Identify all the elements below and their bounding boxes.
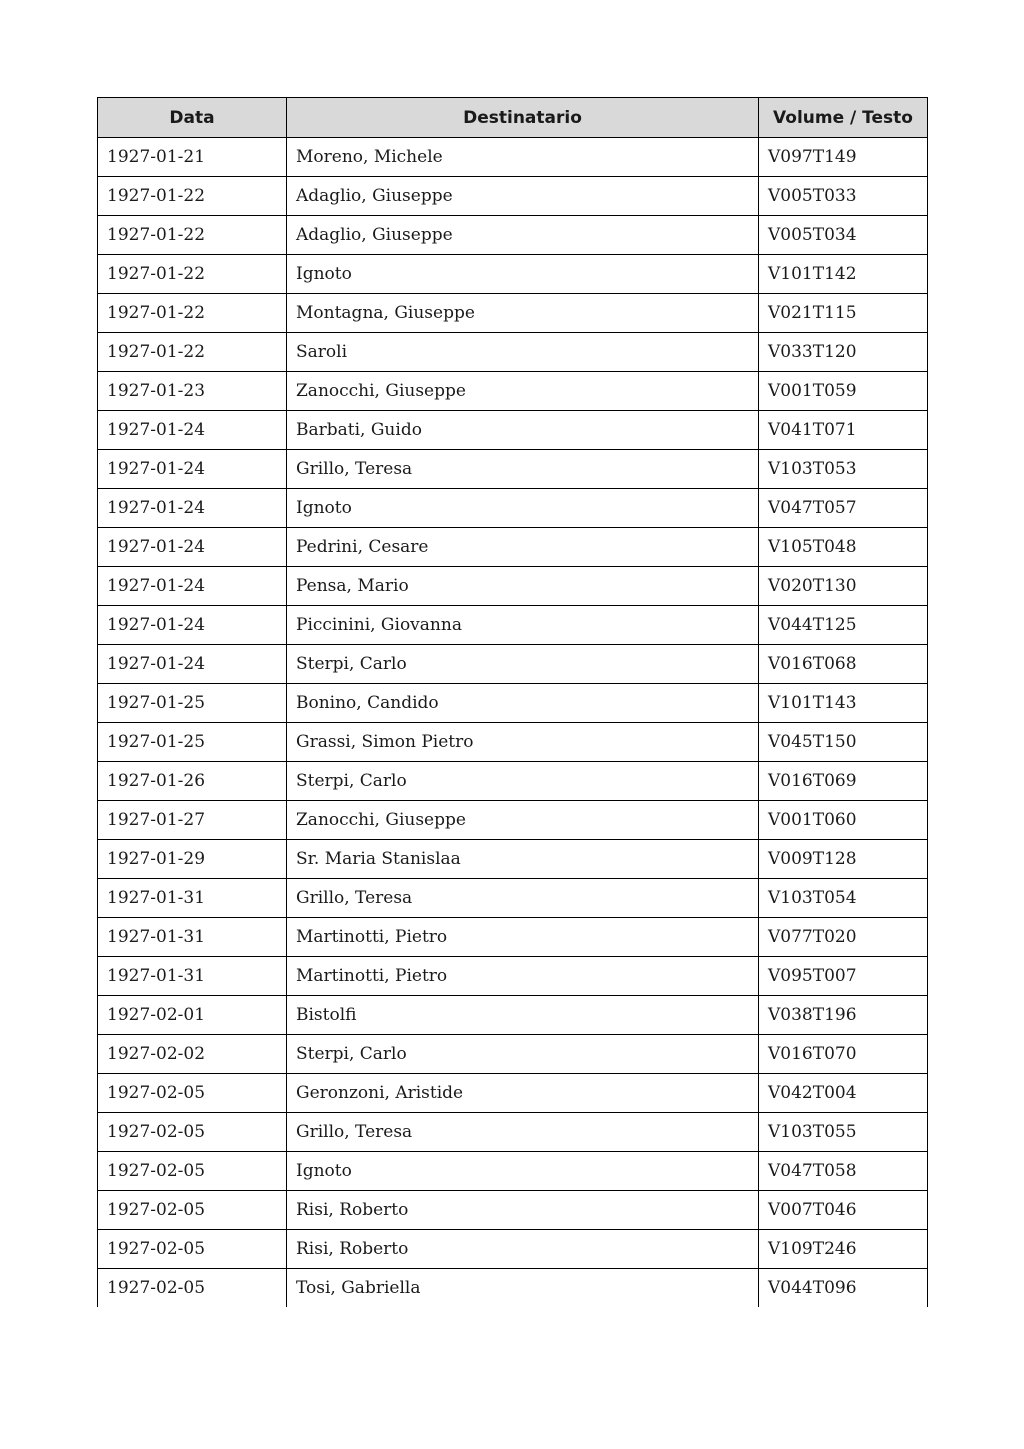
cell-date: 1927-02-01 [98, 996, 287, 1035]
cell-volume: V044T125 [759, 606, 928, 645]
cell-recipient: Ignoto [287, 489, 759, 528]
cell-date: 1927-02-05 [98, 1113, 287, 1152]
cell-date: 1927-01-31 [98, 879, 287, 918]
table-row [98, 177, 928, 216]
table-row [98, 801, 928, 840]
header-volume: Volume / Testo [759, 98, 928, 138]
table-row [98, 1230, 928, 1269]
cell-date: 1927-01-24 [98, 645, 287, 684]
cell-recipient: Tosi, Gabriella [287, 1269, 759, 1308]
table-row [98, 333, 928, 372]
cell-date: 1927-01-31 [98, 918, 287, 957]
cell-date: 1927-01-24 [98, 489, 287, 528]
table-row [98, 1113, 928, 1152]
cell-date: 1927-01-29 [98, 840, 287, 879]
cell-volume: V033T120 [759, 333, 928, 372]
cell-recipient: Ignoto [287, 255, 759, 294]
cell-volume: V103T053 [759, 450, 928, 489]
table-row [98, 1035, 928, 1074]
table-body [98, 138, 928, 1308]
cell-recipient: Ignoto [287, 1152, 759, 1191]
cell-date: 1927-01-31 [98, 957, 287, 996]
cell-date: 1927-02-05 [98, 1230, 287, 1269]
cell-date: 1927-02-05 [98, 1152, 287, 1191]
cell-recipient: Grassi, Simon Pietro [287, 723, 759, 762]
cell-recipient: Barbati, Guido [287, 411, 759, 450]
table-row [98, 645, 928, 684]
table-row [98, 450, 928, 489]
cell-date: 1927-01-21 [98, 138, 287, 177]
cell-date: 1927-01-26 [98, 762, 287, 801]
cell-volume: V101T142 [759, 255, 928, 294]
table-row [98, 918, 928, 957]
cell-volume: V103T054 [759, 879, 928, 918]
table-row [98, 606, 928, 645]
header-recipient: Destinatario [287, 98, 759, 138]
cell-volume: V016T070 [759, 1035, 928, 1074]
table-row [98, 996, 928, 1035]
cell-recipient: Pedrini, Cesare [287, 528, 759, 567]
cell-date: 1927-02-05 [98, 1269, 287, 1308]
cell-volume: V097T149 [759, 138, 928, 177]
table-row [98, 1074, 928, 1113]
cell-recipient: Moreno, Michele [287, 138, 759, 177]
cell-recipient: Risi, Roberto [287, 1191, 759, 1230]
header-row [98, 98, 928, 138]
cell-recipient: Pensa, Mario [287, 567, 759, 606]
cell-recipient: Saroli [287, 333, 759, 372]
cell-volume: V105T048 [759, 528, 928, 567]
cell-recipient: Grillo, Teresa [287, 879, 759, 918]
table-row [98, 762, 928, 801]
cell-volume: V109T246 [759, 1230, 928, 1269]
table-row [98, 411, 928, 450]
cell-volume: V047T058 [759, 1152, 928, 1191]
cell-date: 1927-01-22 [98, 216, 287, 255]
cell-date: 1927-01-22 [98, 294, 287, 333]
cell-recipient: Martinotti, Pietro [287, 918, 759, 957]
letters-table [97, 97, 928, 1307]
cell-volume: V005T034 [759, 216, 928, 255]
cell-volume: V016T068 [759, 645, 928, 684]
cell-date: 1927-01-22 [98, 255, 287, 294]
cell-date: 1927-01-24 [98, 450, 287, 489]
table-row [98, 1191, 928, 1230]
cell-date: 1927-01-23 [98, 372, 287, 411]
cell-volume: V077T020 [759, 918, 928, 957]
table-row [98, 216, 928, 255]
cell-recipient: Piccinini, Giovanna [287, 606, 759, 645]
cell-volume: V007T046 [759, 1191, 928, 1230]
header-date: Data [98, 98, 287, 138]
cell-volume: V041T071 [759, 411, 928, 450]
cell-date: 1927-01-24 [98, 528, 287, 567]
cell-volume: V038T196 [759, 996, 928, 1035]
cell-recipient: Sterpi, Carlo [287, 762, 759, 801]
cell-date: 1927-02-05 [98, 1191, 287, 1230]
cell-volume: V044T096 [759, 1269, 928, 1308]
cell-date: 1927-01-25 [98, 684, 287, 723]
cell-date: 1927-01-27 [98, 801, 287, 840]
cell-date: 1927-01-25 [98, 723, 287, 762]
table-header [98, 98, 928, 138]
cell-recipient: Adaglio, Giuseppe [287, 216, 759, 255]
cell-volume: V095T007 [759, 957, 928, 996]
cell-volume: V042T004 [759, 1074, 928, 1113]
cell-date: 1927-01-22 [98, 333, 287, 372]
cell-recipient: Grillo, Teresa [287, 450, 759, 489]
table-row [98, 255, 928, 294]
table-row [98, 489, 928, 528]
cell-recipient: Sterpi, Carlo [287, 645, 759, 684]
table-row [98, 1152, 928, 1191]
table-row [98, 294, 928, 333]
cell-volume: V047T057 [759, 489, 928, 528]
cell-volume: V103T055 [759, 1113, 928, 1152]
table-row [98, 567, 928, 606]
cell-recipient: Martinotti, Pietro [287, 957, 759, 996]
table-row [98, 957, 928, 996]
cell-recipient: Zanocchi, Giuseppe [287, 372, 759, 411]
cell-recipient: Bonino, Candido [287, 684, 759, 723]
table-row [98, 528, 928, 567]
cell-date: 1927-02-02 [98, 1035, 287, 1074]
cell-volume: V020T130 [759, 567, 928, 606]
cell-recipient: Zanocchi, Giuseppe [287, 801, 759, 840]
table-row [98, 138, 928, 177]
cell-volume: V009T128 [759, 840, 928, 879]
cell-volume: V005T033 [759, 177, 928, 216]
table-row [98, 879, 928, 918]
cell-volume: V016T069 [759, 762, 928, 801]
cell-volume: V001T060 [759, 801, 928, 840]
cell-date: 1927-01-24 [98, 606, 287, 645]
cell-recipient: Montagna, Giuseppe [287, 294, 759, 333]
cell-recipient: Grillo, Teresa [287, 1113, 759, 1152]
cell-recipient: Risi, Roberto [287, 1230, 759, 1269]
table-row [98, 840, 928, 879]
cell-recipient: Adaglio, Giuseppe [287, 177, 759, 216]
cell-volume: V021T115 [759, 294, 928, 333]
cell-recipient: Sterpi, Carlo [287, 1035, 759, 1074]
cell-recipient: Bistolfi [287, 996, 759, 1035]
cell-date: 1927-02-05 [98, 1074, 287, 1113]
cell-date: 1927-01-24 [98, 567, 287, 606]
cell-recipient: Sr. Maria Stanislaa [287, 840, 759, 879]
cell-date: 1927-01-22 [98, 177, 287, 216]
cell-date: 1927-01-24 [98, 411, 287, 450]
table-row [98, 1269, 928, 1308]
cell-recipient: Geronzoni, Aristide [287, 1074, 759, 1113]
table-row [98, 684, 928, 723]
cell-volume: V101T143 [759, 684, 928, 723]
cell-volume: V045T150 [759, 723, 928, 762]
table-row [98, 372, 928, 411]
cell-volume: V001T059 [759, 372, 928, 411]
table-row [98, 723, 928, 762]
